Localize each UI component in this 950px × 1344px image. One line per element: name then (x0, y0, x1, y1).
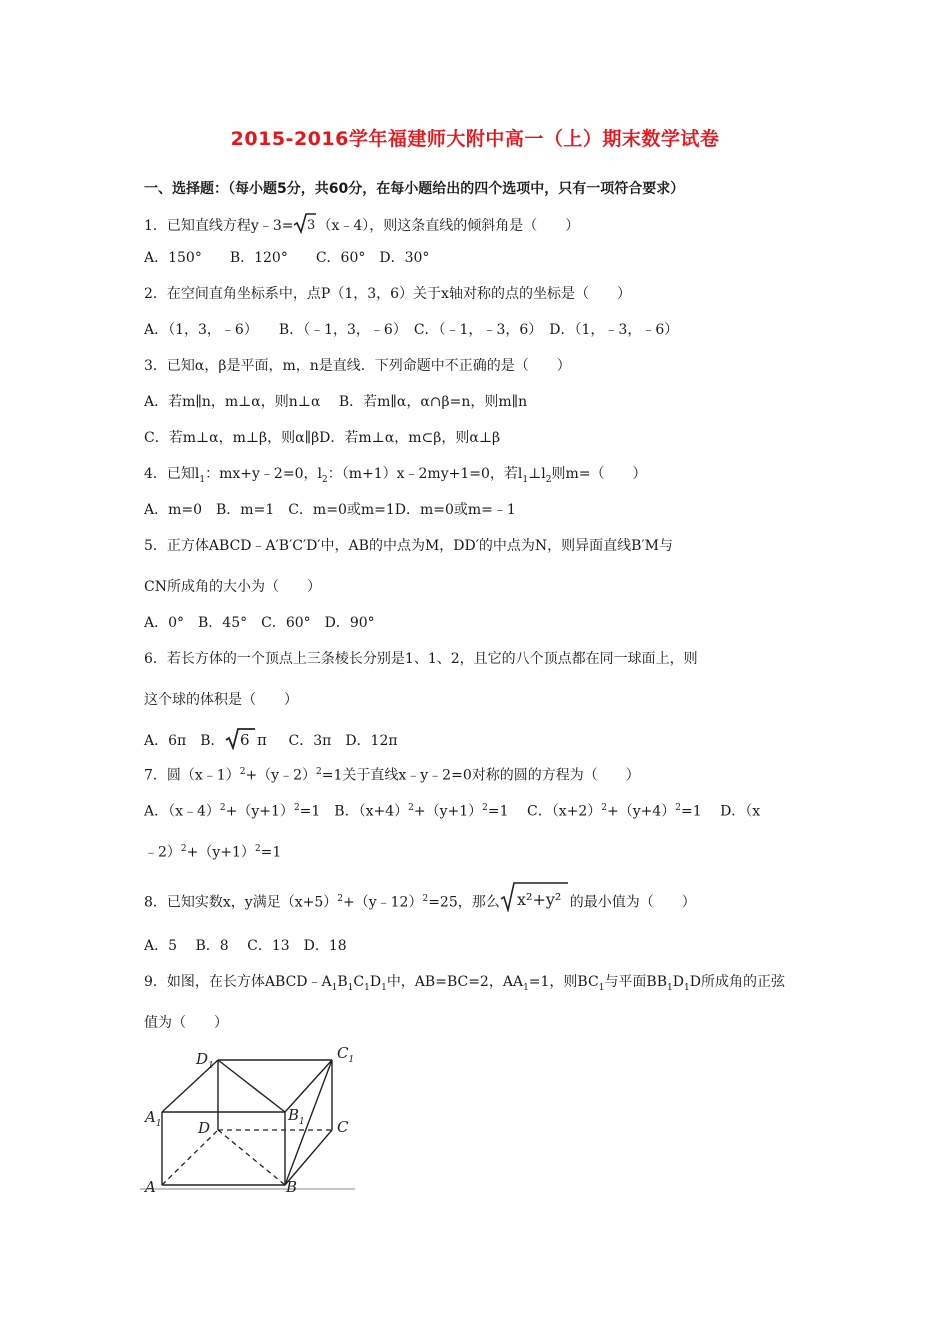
question-5-line-1: 5．正方体ABCD﹣A′B′C′D′中，AB的中点为M，DD′的中点为N，则异面直线B′M与 (144, 538, 673, 554)
svg-text:6: 6 (239, 731, 250, 749)
exam-title: 2015-2016学年福建师大附中高一（上）期末数学试卷 (230, 128, 720, 150)
question-4-options: A．m=0 B．m=1 C．m=0或m=1D．m=0或m=﹣1 (144, 502, 516, 518)
question-4: 4．已知$l_1$：mx+y﹣2=0，$l_2$：（m+1）x﹣2my+1=0，若$l_1\perp l_2$则m=（ ） (144, 466, 647, 485)
edge-b-c (285, 1130, 332, 1185)
question-7-options-line-1: A．$(x﹣4)^2+(y+1)^2=1$ B．$(x+4)^2+(y+1)^2=1$ C．$(x+2)^2+(y+4)^2=1$ D．（x (144, 803, 761, 820)
diagonal-d1-b1 (218, 1060, 285, 1112)
sqrt-3-image (293, 212, 317, 240)
cuboid-figure (140, 1040, 360, 1204)
question-1-options: A．150° B．120° C．60° D．30° (144, 250, 430, 266)
question-8-options: A．5 B．8 C．13 D．18 (144, 938, 347, 954)
question-2-options: A．（1，3，﹣6） B．（﹣1，3，﹣6） C．（﹣1，﹣3，6） D．（1，﹣3，﹣6） (144, 322, 679, 338)
svg-text:3: 3 (307, 218, 316, 233)
question-9-line-1: 9．如图，在长方体$ABCD﹣A_1B_1C_1D_1$中，AB=BC=2，$AA_1=1$，则$BC_1$与平面$BB_1D_1D$所成角的正弦 (144, 974, 785, 993)
question-7: 7．圆（x﹣1）$^2$+（y﹣2）$^2$=1关于直线x﹣y﹣2=0对称的圆的方程为（ ） (144, 767, 640, 784)
label-b: B (286, 1178, 298, 1196)
question-8: 8．已知实数x，y满足$(x+5)^2+(y﹣12)^2=25$，那么 x²+y² 的最小值为（ ） (144, 880, 824, 925)
question-5-line-2: CN所成角的大小为（ ） (144, 579, 321, 595)
hidden-edge-a-d (162, 1130, 218, 1185)
svg-text:π: π (256, 731, 267, 749)
section-heading: 一、选择题：（每小题5分，共60分，在每小题给出的四个选项中，只有一项符合要求） (144, 181, 685, 197)
cuboid-diagram (140, 1040, 360, 1200)
question-6-options: A．6π B． 6 π C．3π D．12π (144, 726, 824, 756)
question-6-line-1: 6．若长方体的一个顶点上三条棱长分别是1、1、2，且它的八个顶点都在同一球面上，则 (144, 651, 698, 667)
label-c: C (337, 1118, 349, 1136)
edge-b1-c1 (285, 1060, 332, 1112)
question-2: 2．在空间直角坐标系中，点P（1，3，6）关于x轴对称的点的坐标是（ ） (144, 286, 631, 302)
label-a: A (145, 1178, 156, 1196)
sqrt-6-pi-image (225, 726, 275, 756)
question-5-options: A．0° B．45° C．60° D．90° (144, 615, 375, 631)
question-1: 1．已知直线方程y﹣3= 3 （x﹣4），则这条直线的倾斜角是（ ） (144, 212, 824, 240)
label-d: D (198, 1119, 211, 1137)
label-a1: $A_1$ (145, 1108, 162, 1129)
hidden-diagonal-d-b (218, 1130, 285, 1185)
label-d1: $D_1$ (196, 1050, 214, 1071)
question-9-line-2: 值为（ ） (144, 1015, 228, 1031)
question-3-options-cd: C．若m⊥α，m⊥β，则α∥βD．若m⊥α，m⊂β，则α⊥β (144, 430, 501, 446)
question-7-options-line-2: $﹣2)^2+(y+1)^2=1$ (144, 844, 282, 861)
question-6-line-2: 这个球的体积是（ ） (144, 692, 298, 708)
question-3: 3．已知α，β是平面，m，n是直线．下列命题中不正确的是（ ） (144, 358, 571, 374)
sqrt-x2-y2-image (500, 880, 570, 925)
label-b1: $B_1$ (288, 1106, 305, 1127)
question-3-options-ab: A．若m∥n，m⊥α，则n⊥α B．若m∥α，α∩β=n，则m∥n (144, 394, 528, 410)
label-c1: $C_1$ (337, 1044, 355, 1065)
svg-text:x²+y²: x²+y² (516, 890, 562, 909)
